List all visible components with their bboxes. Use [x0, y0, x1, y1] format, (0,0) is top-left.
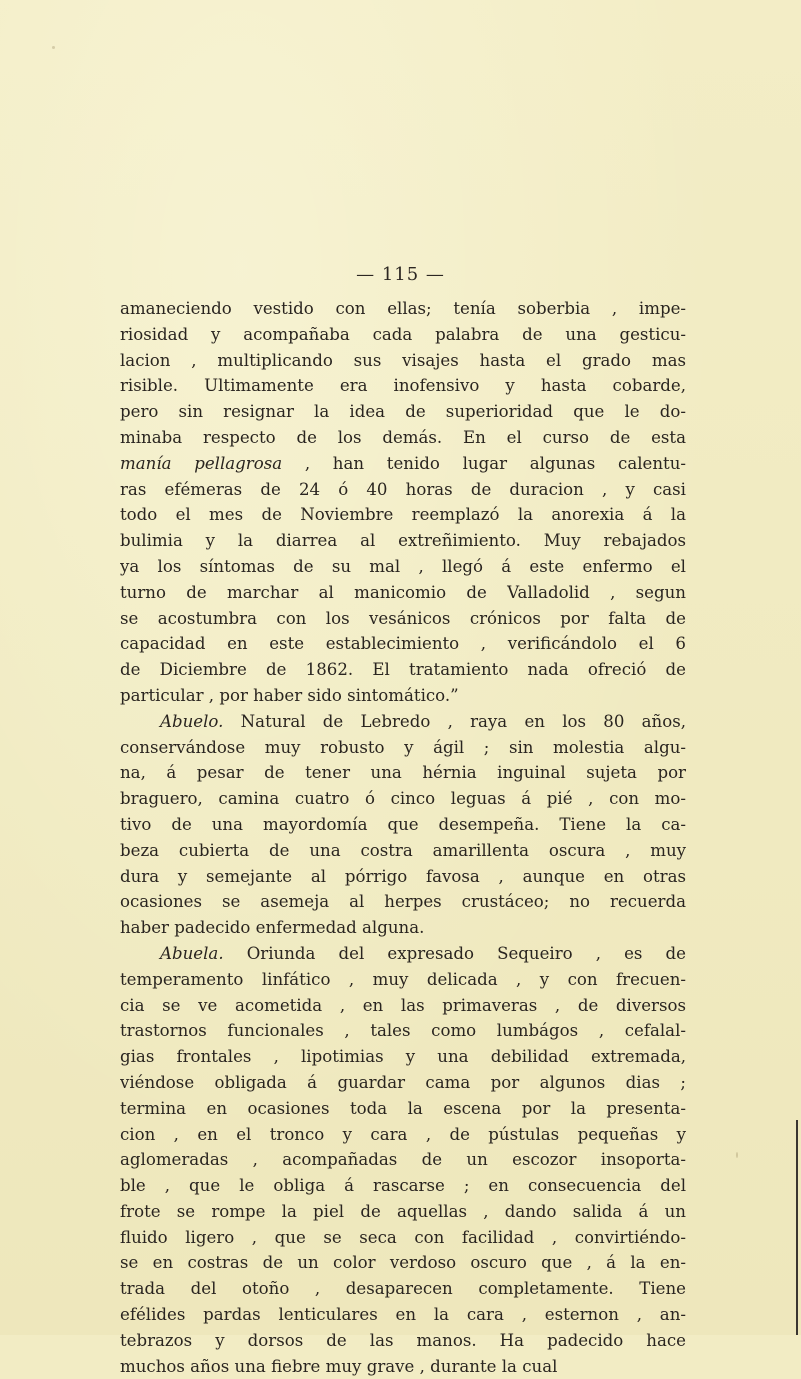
- text-line: [120, 1328, 686, 1354]
- line-text: ras efémeras de 24 ó 40 horas de duracion , y casi: [120, 479, 686, 499]
- line-text: , han tenido lugar algunas calentu-: [282, 453, 686, 473]
- line-text: dura y semejante al pórrigo favosa , aunque en otras: [120, 866, 686, 886]
- text-line: [120, 502, 686, 528]
- italic-term: Abuela.: [160, 943, 224, 963]
- text-line: [120, 838, 686, 864]
- line-text: riosidad y acompañaba cada palabra de una gesticu-: [120, 324, 686, 344]
- text-line: [120, 967, 686, 993]
- text-line: [120, 915, 686, 941]
- line-text: frote se rompe la piel de aquellas , dando salida á un: [120, 1201, 686, 1221]
- text-line: [120, 554, 686, 580]
- text-line: [120, 322, 686, 348]
- text-line: [120, 1276, 686, 1302]
- text-line: [120, 709, 686, 735]
- text-line: [120, 580, 686, 606]
- text-line: [120, 1147, 686, 1173]
- text-line: [120, 528, 686, 554]
- line-text: termina en ocasiones toda la escena por la presenta-: [120, 1098, 686, 1118]
- paper-spot: [736, 1152, 738, 1158]
- text-line: [120, 1096, 686, 1122]
- line-text: minaba respecto de los demás. En el curso de esta: [120, 427, 686, 447]
- line-text: ocasiones se asemeja al herpes crustáceo; no recuerda: [120, 892, 686, 912]
- line-text: se acostumbra con los vesánicos crónicos por falta de: [120, 608, 686, 628]
- line-text: todo el mes de Noviembre reemplazó la anorexia á la: [120, 505, 686, 525]
- line-text: fluido ligero , que se seca con facilidad , convirtiéndo-: [120, 1227, 686, 1247]
- text-line: [120, 631, 686, 657]
- text-line: [120, 760, 686, 786]
- line-text: tebrazos y dorsos de las manos. Ha padecido hace: [120, 1330, 686, 1350]
- line-text: trastornos funcionales , tales como lumbágos , cefalal-: [120, 1021, 686, 1041]
- line-text: beza cubierta de una costra amarillenta oscura , muy: [120, 840, 686, 860]
- text-line: [120, 425, 686, 451]
- text-line: [120, 451, 686, 477]
- line-text: na, á pesar de tener una hérnia inguinal sujeta por: [120, 763, 686, 783]
- text-line: [120, 1173, 686, 1199]
- text-line: [120, 1070, 686, 1096]
- text-line: [120, 1302, 686, 1328]
- italic-term: manía pellagrosa: [120, 453, 283, 473]
- text-line: [120, 735, 686, 761]
- line-text: muchos años una fiebre muy grave , durante la cual: [120, 1356, 558, 1376]
- italic-term: Abuelo.: [160, 711, 224, 731]
- page-number: — 115 —: [356, 264, 445, 285]
- line-text: gias frontales , lipotimias y una debilidad extremada,: [120, 1047, 686, 1067]
- line-text: cion , en el tronco y cara , de pústulas pequeñas y: [120, 1124, 686, 1144]
- text-line: [120, 812, 686, 838]
- text-line: [120, 941, 686, 967]
- text-line: [120, 657, 686, 683]
- text-line: [120, 399, 686, 425]
- paper-spot: [52, 46, 55, 49]
- line-text: lacion , multiplicando sus visajes hasta el grado mas: [120, 350, 686, 370]
- text-line: [120, 1018, 686, 1044]
- text-line: [120, 864, 686, 890]
- line-text: capacidad en este establecimiento , verificándolo el 6: [120, 634, 686, 654]
- line-text: particular , por haber sido sintomático.”: [120, 685, 459, 705]
- binding-edge: [796, 1120, 798, 1335]
- line-text: tivo de una mayordomía que desempeña. Tiene la ca-: [120, 814, 686, 834]
- line-text: ya los síntomas de su mal , llegó á este enfermo el: [120, 556, 686, 576]
- text-line: [120, 1250, 686, 1276]
- line-text: conservándose muy robusto y ágil ; sin molestia algu-: [120, 737, 686, 757]
- text-line: [120, 1225, 686, 1251]
- line-text: risible. Ultimamente era inofensivo y hasta cobarde,: [120, 376, 686, 396]
- line-text: Oriunda del expresado Sequeiro , es de: [223, 943, 686, 963]
- line-text: efélides pardas lenticulares en la cara , esternon , an-: [120, 1305, 686, 1325]
- text-line: [120, 993, 686, 1019]
- text-line: [120, 1354, 686, 1379]
- text-line: [120, 889, 686, 915]
- body-text: [120, 296, 686, 1379]
- line-text: de Diciembre de 1862. El tratamiento nada ofreció de: [120, 660, 686, 680]
- line-text: trada del otoño , desaparecen completamente. Tiene: [120, 1279, 686, 1299]
- line-text: aglomeradas , acompañadas de un escozor insoporta-: [120, 1150, 686, 1170]
- line-text: ble , que le obliga á rascarse ; en consecuencia del: [120, 1176, 686, 1196]
- text-line: [120, 786, 686, 812]
- text-line: [120, 606, 686, 632]
- line-text: se en costras de un color verdoso oscuro que , á la en-: [120, 1253, 686, 1273]
- line-text: amaneciendo vestido con ellas; tenía soberbia , impe-: [120, 299, 686, 318]
- line-text: bulimia y la diarrea al extreñimiento. Muy rebajados: [120, 531, 686, 551]
- line-text: viéndose obligada á guardar cama por algunos dias ;: [120, 1072, 686, 1092]
- text-line: [120, 1122, 686, 1148]
- text-line: [120, 373, 686, 399]
- text-line: [120, 683, 686, 709]
- line-text: haber padecido enfermedad alguna.: [120, 918, 425, 938]
- text-line: [120, 348, 686, 374]
- text-line: [120, 1044, 686, 1070]
- line-text: pero sin resignar la idea de superioridad que le do-: [120, 402, 686, 422]
- text-line: [120, 477, 686, 503]
- text-line: [120, 296, 686, 322]
- line-text: turno de marchar al manicomio de Valladolid , segun: [120, 582, 686, 602]
- line-text: cia se ve acometida , en las primaveras , de diversos: [120, 995, 686, 1015]
- text-line: [120, 1199, 686, 1225]
- line-text: braguero, camina cuatro ó cinco leguas á pié , con mo-: [120, 789, 686, 809]
- line-text: Natural de Lebredo , raya en los 80 años,: [223, 711, 686, 731]
- line-text: temperamento linfático , muy delicada , y con frecuen-: [120, 969, 686, 989]
